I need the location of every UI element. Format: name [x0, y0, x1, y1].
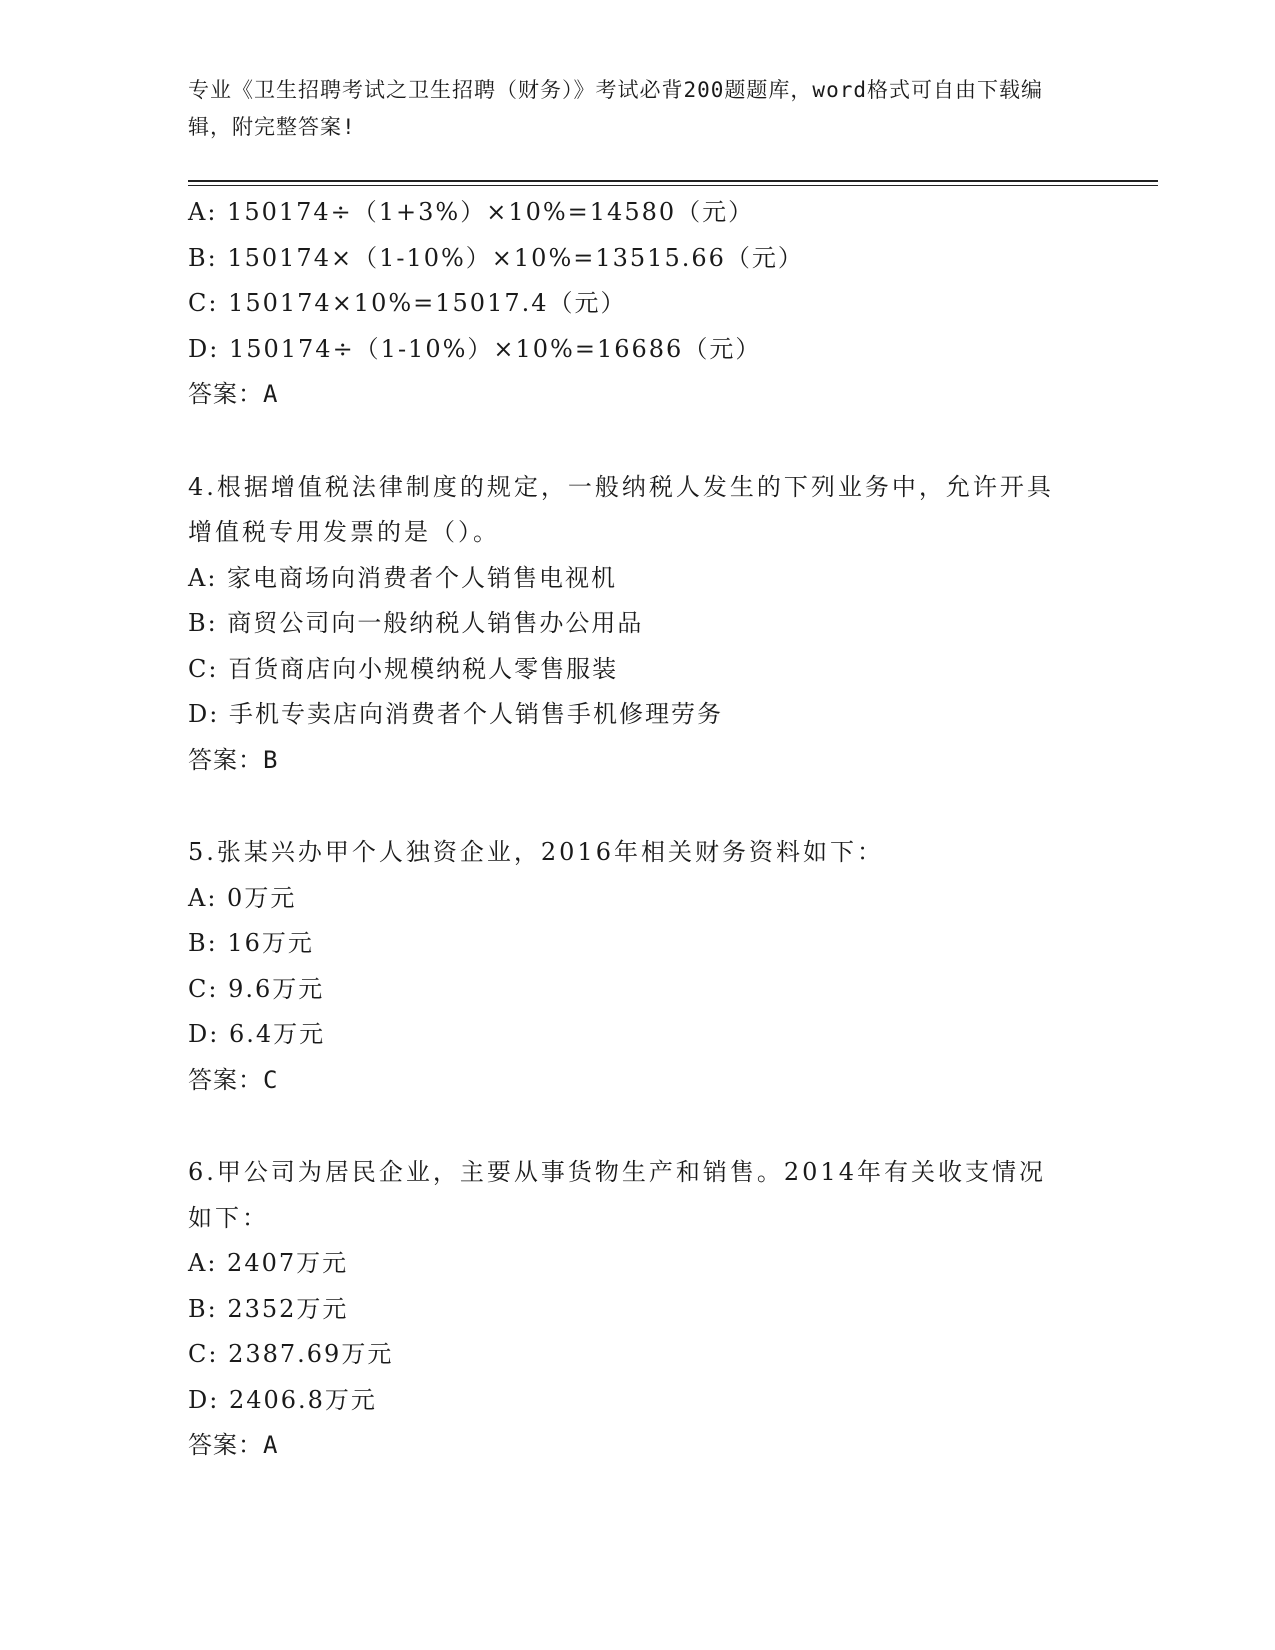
question-text: 4.根据增值税法律制度的规定，一般纳税人发生的下列业务中，允许开具增值税专用发票的是（）。 [188, 472, 1054, 546]
option-d: D: 手机专卖店向消费者个人销售手机修理劳务 [188, 700, 723, 728]
question-list [188, 190, 1068, 1469]
option-d: D: 150174÷（1-10%）×10%=16686（元） [188, 334, 762, 363]
spacer [188, 1103, 1068, 1150]
answer-line: 答案：A [188, 380, 279, 408]
question-block-6 [188, 1150, 1068, 1469]
option-c: C: 2387.69万元 [188, 1340, 394, 1368]
header-rule-thin [188, 185, 1158, 186]
option-d: D: 6.4万元 [188, 1020, 326, 1048]
question-block-4 [188, 465, 1068, 784]
option-b: B: 16万元 [188, 929, 314, 957]
question-text: 6.甲公司为居民企业，主要从事货物生产和销售。2014年有关收支情况如下： [188, 1158, 1046, 1232]
option-b: B: 2352万元 [188, 1294, 349, 1323]
document-header: 专业《卫生招聘考试之卫生招聘（财务）》考试必背200题题库，word格式可自由下载编辑，附完整答案! [188, 78, 1043, 139]
question-block-5 [188, 830, 1068, 1103]
question-text: 5.张某兴办甲个人独资企业，2016年相关财务资料如下： [188, 838, 884, 866]
option-d: D: 2406.8万元 [188, 1385, 377, 1414]
option-a: A: 150174÷（1+3%）×10%=14580（元） [188, 198, 755, 226]
answer-line: 答案：B [188, 745, 279, 774]
option-b: B: 商贸公司向一般纳税人销售办公用品 [188, 609, 644, 637]
option-a: A: 家电商场向消费者个人销售电视机 [188, 563, 618, 592]
spacer [188, 418, 1068, 465]
answer-line: 答案：C [188, 1065, 279, 1094]
option-c: C: 9.6万元 [188, 974, 325, 1003]
option-c: C: 150174×10%=15017.4（元） [188, 289, 627, 317]
option-a: A: 0万元 [188, 883, 297, 912]
answer-line: 答案：A [188, 1431, 279, 1459]
spacer [188, 783, 1068, 830]
option-b: B: 150174×（1-10%）×10%=13515.66（元） [188, 243, 804, 272]
option-c: C: 百货商店向小规模纳税人零售服装 [188, 654, 619, 683]
option-a: A: 2407万元 [188, 1249, 349, 1277]
header-rule-thick [188, 180, 1158, 182]
question-block-3 [188, 190, 1068, 418]
